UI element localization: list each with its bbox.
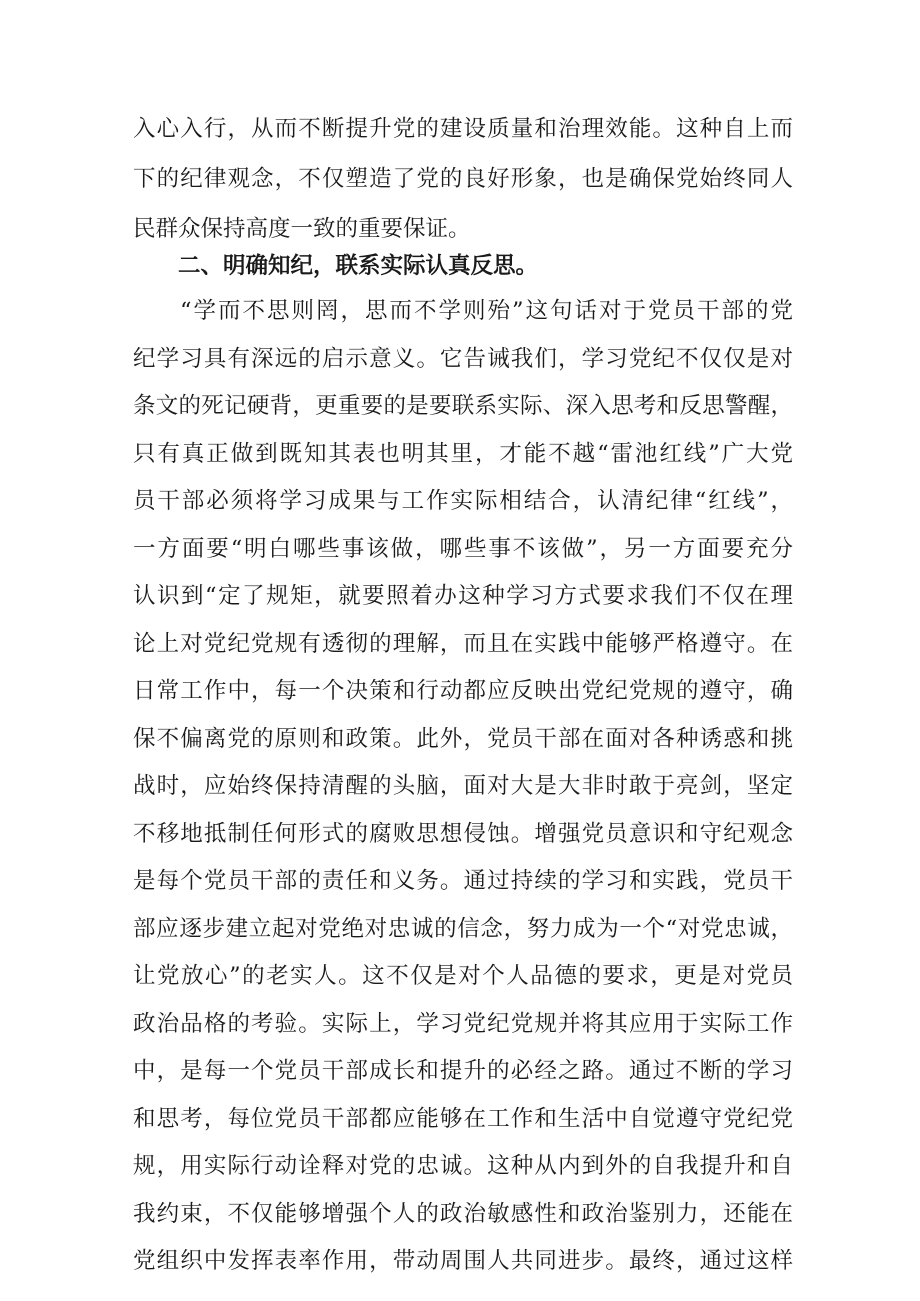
paragraph-line: 政治品格的考验。实际上，学习党纪党规并将其应用于实际工作 — [133, 1010, 793, 1037]
paragraph-line: 条文的死记硬背，更重要的是要联系实际、深入思考和反思警醒， — [133, 393, 793, 419]
paragraph-line: 日常工作中，每一个决策和行动都应反映出党纪党规的遵守，确 — [133, 678, 793, 704]
paragraph-line: 和思考，每位党员干部都应能够在工作和生活中自觉遵守党纪党 — [133, 1105, 793, 1132]
paragraph-line: 入心入行，从而不断提升党的建设质量和治理效能。这种自上而 — [133, 116, 793, 142]
paragraph-line: 不移地抵制任何形式的腐败思想侵蚀。增强党员意识和守纪观念 — [133, 820, 793, 847]
paragraph-line: 党组织中发挥表率作用，带动周围人共同进步。最终，通过这样 — [133, 1248, 793, 1274]
paragraph-line: 论上对党纪党规有透彻的理解，而且在实践中能够严格遵守。在 — [133, 630, 793, 657]
section-heading: 二、明确知纪，联系实际认真反思。 — [178, 253, 539, 279]
paragraph-line: 纪学习具有深远的启示意义。它告诫我们，学习党纪不仅仅是对 — [133, 345, 793, 372]
paragraph-line: 保不偏离党的原则和政策。此外，党员干部在面对各种诱惑和挑 — [133, 725, 793, 752]
paragraph-line: 一方面要“明白哪些事该做，哪些事不该做”，另一方面要充分 — [133, 535, 793, 562]
paragraph-line: 下的纪律观念，不仅塑造了党的良好形象，也是确保党始终同人 — [133, 166, 793, 192]
paragraph-line: 员干部必须将学习成果与工作实际相结合，认清纪律“红线”， — [133, 488, 793, 514]
paragraph-line: 是每个党员干部的责任和义务。通过持续的学习和实践，党员干 — [133, 868, 793, 894]
paragraph-line: 我约束，不仅能够增强个人的政治敏感性和政治鉴别力，还能在 — [133, 1200, 793, 1227]
paragraph-line: 中，是每一个党员干部成长和提升的必经之路。通过不断的学习 — [133, 1058, 793, 1084]
paragraph-line: “学而不思则罔，思而不学则殆”这句话对于党员干部的党 — [180, 298, 793, 324]
paragraph-line: 民群众保持高度一致的重要保证。 — [133, 216, 471, 242]
paragraph-line: 规，用实际行动诠释对党的忠诚。这种从内到外的自我提升和自 — [133, 1153, 793, 1179]
paragraph-line: 认识到“定了规矩，就要照着办这种学习方式要求我们不仅在理 — [133, 583, 793, 609]
paragraph-line: 只有真正做到既知其表也明其里，才能不越“雷池红线”广大党 — [133, 440, 793, 467]
paragraph-line: 部应逐步建立起对党绝对忠诚的信念，努力成为一个“对党忠诚， — [133, 915, 793, 942]
paragraph-line: 战时，应始终保持清醒的头脑，面对大是大非时敢于亮剑，坚定 — [133, 773, 793, 799]
paragraph-line: 让党放心”的老实人。这不仅是对个人品德的要求，更是对党员 — [133, 963, 793, 989]
